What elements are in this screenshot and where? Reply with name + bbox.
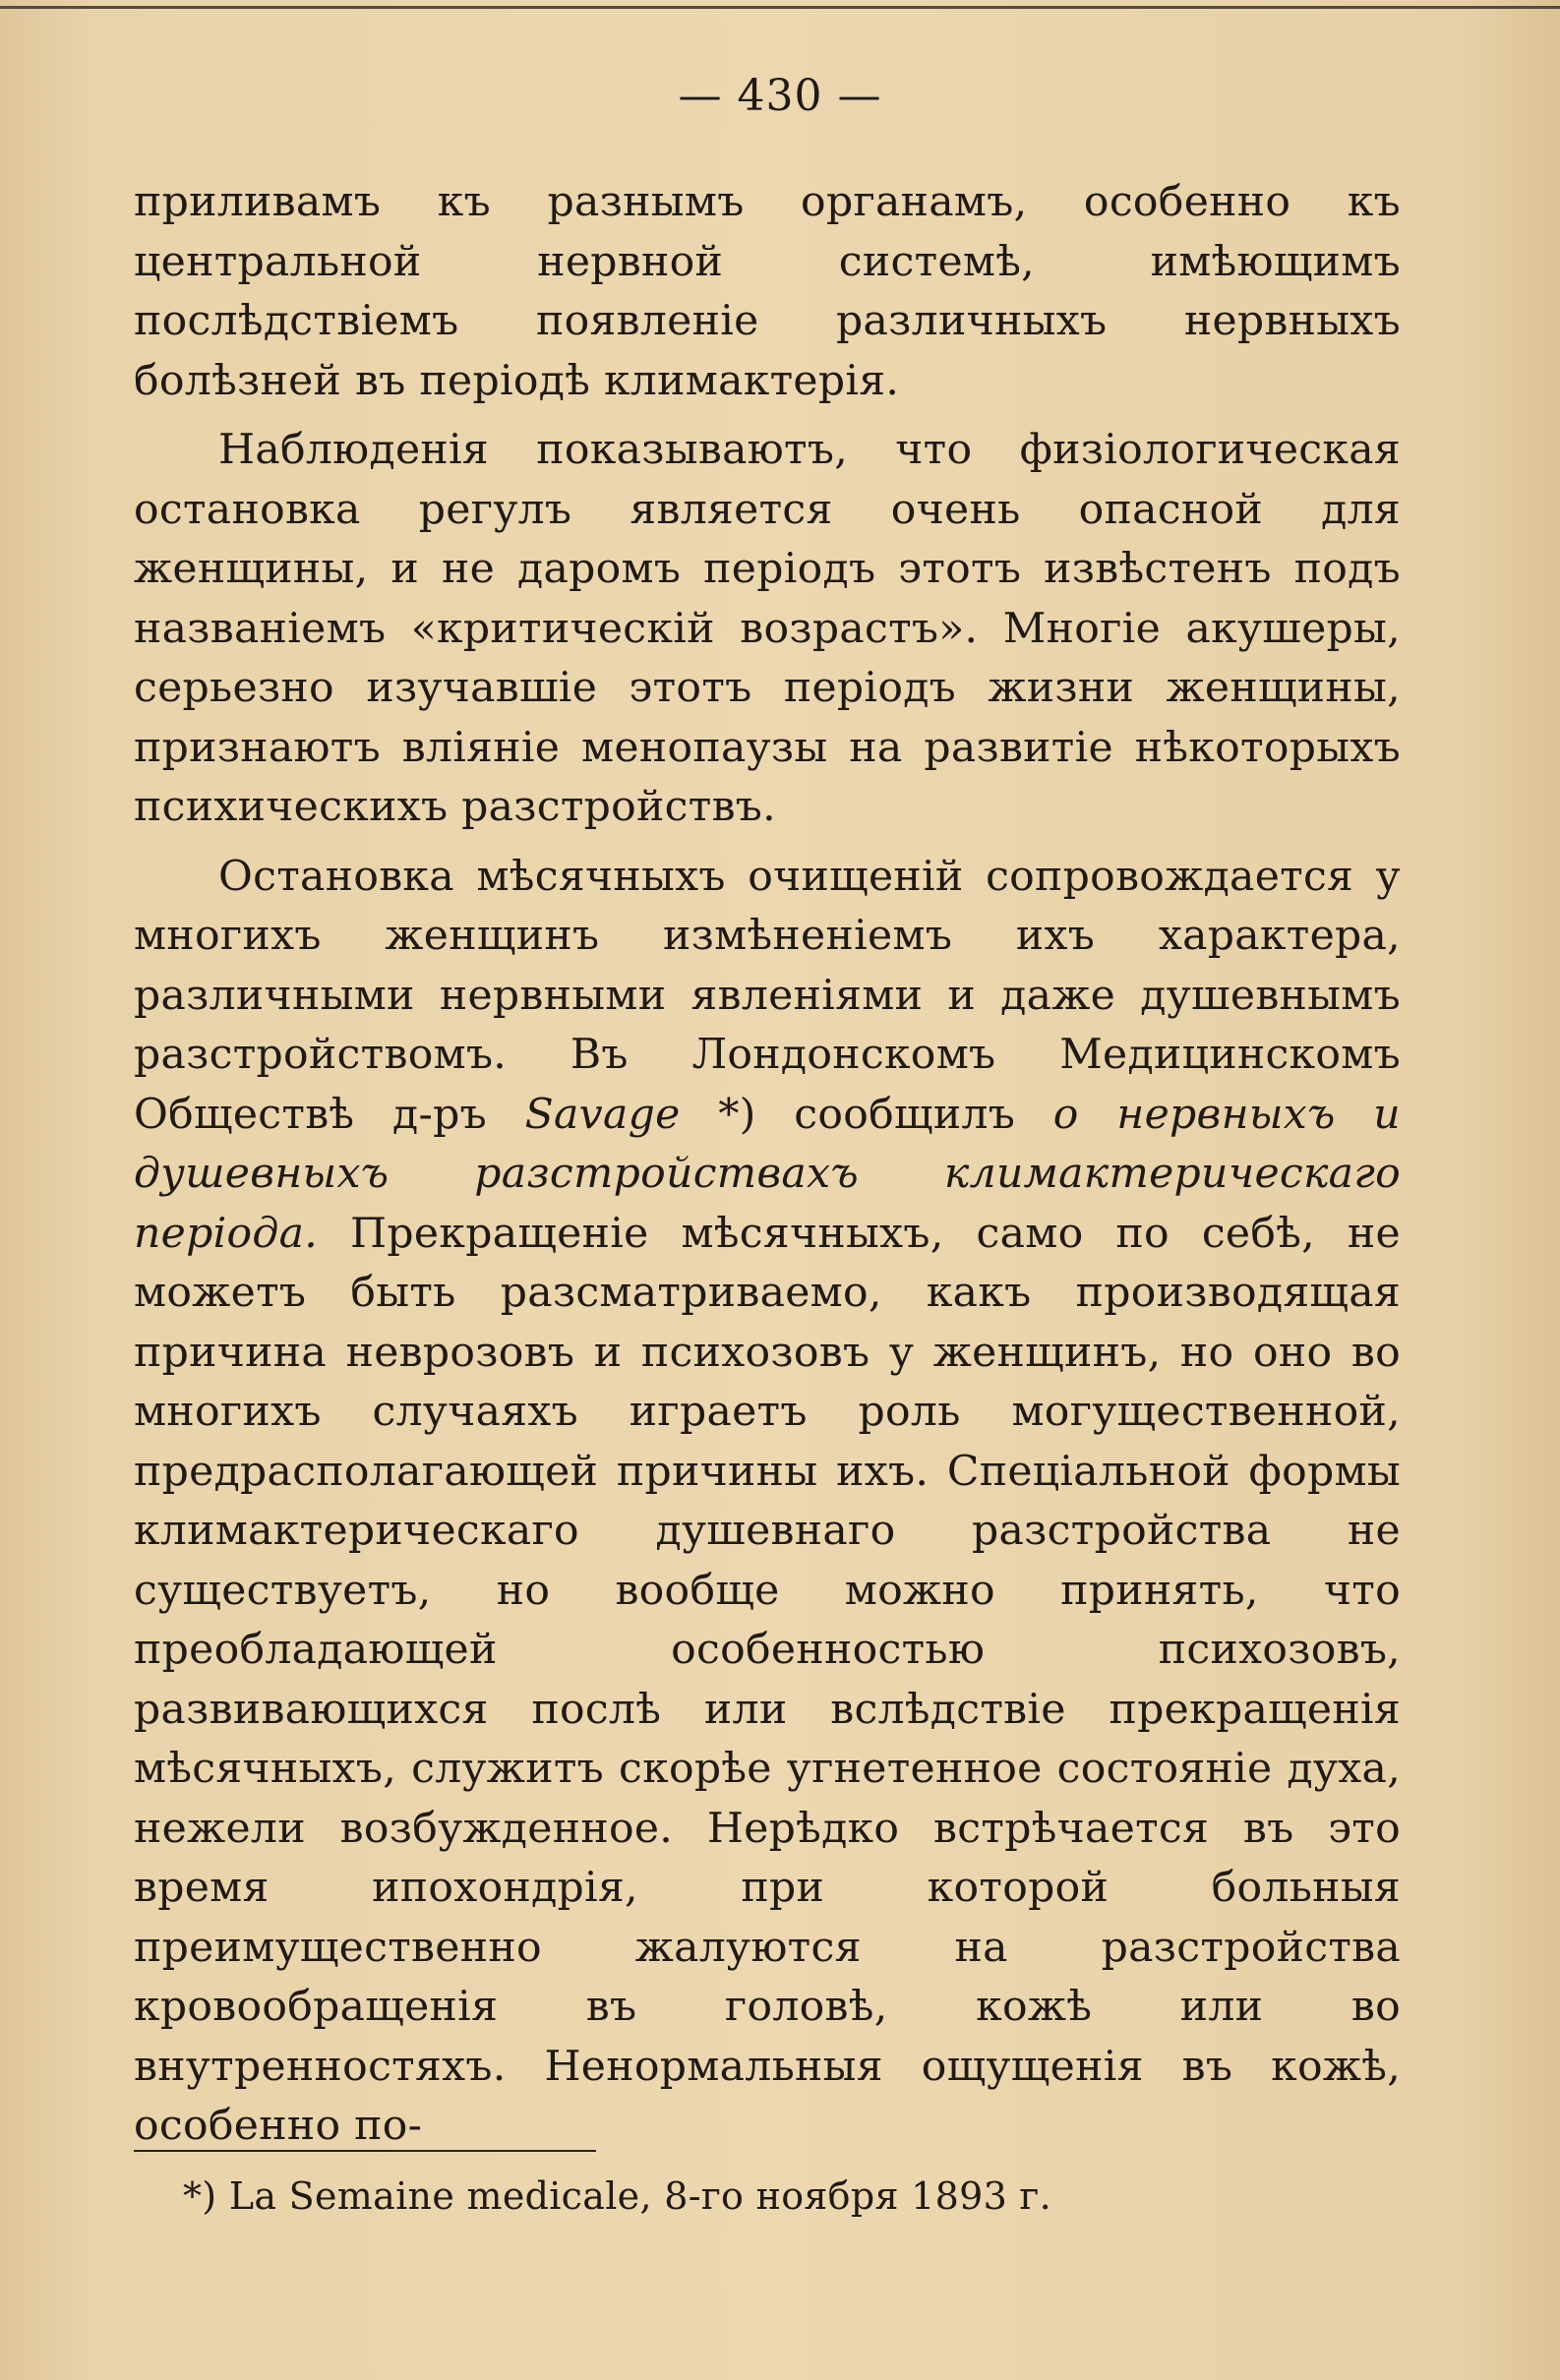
footnote-reference: *) xyxy=(680,1090,795,1139)
italic-title: о нервныхъ и душевныхъ разстройствахъ климактерическаго періода. xyxy=(134,1090,1401,1258)
paragraph-1: приливамъ къ разнымъ органамъ, особенно къ центральной нервной системѣ, имѣющимъ послѣдствіемъ появленіе различныхъ нервныхъ болѣзней въ періодѣ климактерія. xyxy=(134,178,1401,405)
body-text xyxy=(134,173,1401,2157)
paragraph-3-verb: сообщилъ xyxy=(794,1090,1053,1139)
page-number: — 430 — xyxy=(678,71,882,121)
paragraph-3 xyxy=(134,848,1401,2157)
author-name: Savage xyxy=(524,1090,681,1139)
footnote-marker: *) xyxy=(183,2174,229,2218)
paragraph-3-text-start: Остановка мѣсячныхъ очищеній сопровождается у многихъ женщинъ измѣненіемъ ихъ характера, различными нервными явленіями и даже душевнымъ разстройствомъ. Въ Лондонскомъ Медицинскомъ Обществѣ д-ръ xyxy=(134,852,1401,1139)
footnote-divider xyxy=(134,2150,596,2152)
paragraph-2: Наблюденія показываютъ, что физіологическая остановка регулъ является очень опасной для женщины, и не даромъ періодъ этотъ извѣстенъ подъ названіемъ «критическій возрастъ». Многіе акушеры, серьезно изучавшіе этотъ періодъ жизни женщины, признаютъ вліяніе менопаузы на развитіе нѣкоторыхъ психическихъ разстройствъ. xyxy=(134,426,1401,831)
footnote-text: La Semaine medicale, 8-го ноября 1893 г. xyxy=(228,2174,1052,2218)
paragraph-3-text-end: Прекращеніе мѣсячныхъ, само по себѣ, не можетъ быть разсматриваемо, какъ производящая причина неврозовъ и психозовъ у женщинъ, но оно во многихъ случаяхъ играетъ роль могущественной, предрасполагающей причины ихъ. Спеціальной формы климактерическаго душевнаго разстройства не существуетъ, но вообще можно принять, что преобладающей особенностью психозовъ, развивающихся послѣ или вслѣдствіе прекращенія мѣсячныхъ, служитъ скорѣе угнетенное состояніе духа, нежели возбужденное. Нерѣдко встрѣчается въ это время ипохондрія, при которой больныя преимущественно жалуются на разстройства кровообращенія въ головѣ, кожѣ или во внутренностяхъ. Ненормальныя ощущенія въ кожѣ, особенно по- xyxy=(134,1209,1401,2150)
footnote xyxy=(183,2172,1363,2221)
top-border-line xyxy=(0,6,1560,9)
